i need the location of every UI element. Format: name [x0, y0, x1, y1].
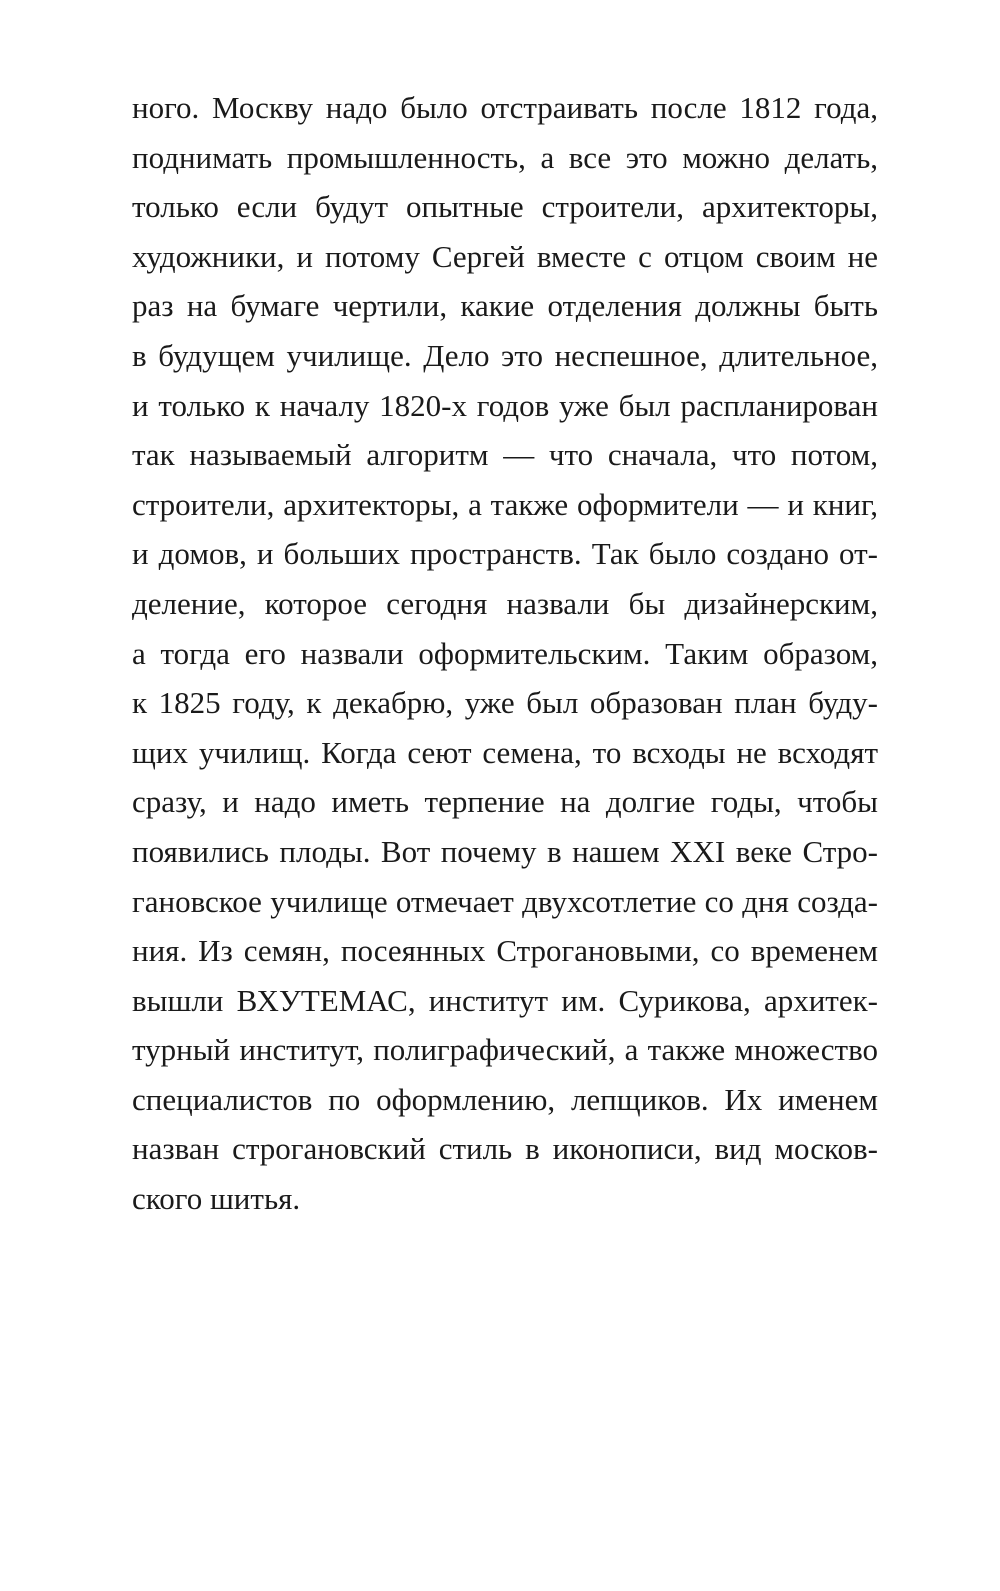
text-line-2: поднимать промышленность, а все это можно делать,: [132, 139, 878, 175]
text-line-13: к 1825 году, к декабрю, уже был образован план буду-: [132, 685, 878, 721]
text-line-14: щих училищ. Когда сеют семена, то всходы не всходят: [132, 734, 878, 770]
text-line-1: ного. Москву надо было отстраивать после 1812 года,: [132, 90, 878, 125]
text-line-20: турный институт, полиграфический, а также множество: [132, 1032, 878, 1068]
text-line-19: вышли ВХУТЕМАС, институт им. Сурикова, архитек-: [132, 982, 878, 1018]
text-line-7: и только к началу 1820-х годов уже был распланирован: [132, 387, 878, 423]
text-line-16: появились плоды. Вот почему в нашем XXI веке Стро-: [132, 833, 878, 869]
body-text: [132, 83, 878, 1224]
text-line-6: в будущем училище. Дело это неспешное, длительное,: [132, 337, 878, 373]
text-line-5: раз на бумаге чертили, какие отделения должны быть: [132, 288, 878, 324]
text-line-3: только если будут опытные строители, архитекторы,: [132, 189, 878, 225]
text-line-18: ния. Из семян, посеянных Строгановыми, со временем: [132, 933, 878, 969]
text-line-17: гановское училище отмечает двухсотлетие со дня созда-: [132, 883, 878, 919]
text-line-15: сразу, и надо иметь терпение на долгие годы, чтобы: [132, 784, 878, 820]
text-line-22: назван строгановский стиль в иконописи, вид москов-: [132, 1131, 878, 1167]
text-line-10: и домов, и больших пространств. Так было создано от-: [132, 536, 878, 572]
text-line-8: так называемый алгоритм — что сначала, что потом,: [132, 437, 878, 473]
text-line-9: строители, архитекторы, а также оформители — и книг,: [132, 486, 878, 522]
text-line-21: специалистов по оформлению, лепщиков. Их именем: [132, 1081, 878, 1117]
text-line-4: художники, и потому Сергей вместе с отцом своим не: [132, 238, 878, 274]
text-line-23: ского шитья.: [132, 1181, 301, 1217]
text-line-11: деление, которое сегодня назвали бы дизайнерским,: [132, 585, 878, 621]
text-line-12: а тогда его назвали оформительским. Таким образом,: [132, 635, 878, 671]
